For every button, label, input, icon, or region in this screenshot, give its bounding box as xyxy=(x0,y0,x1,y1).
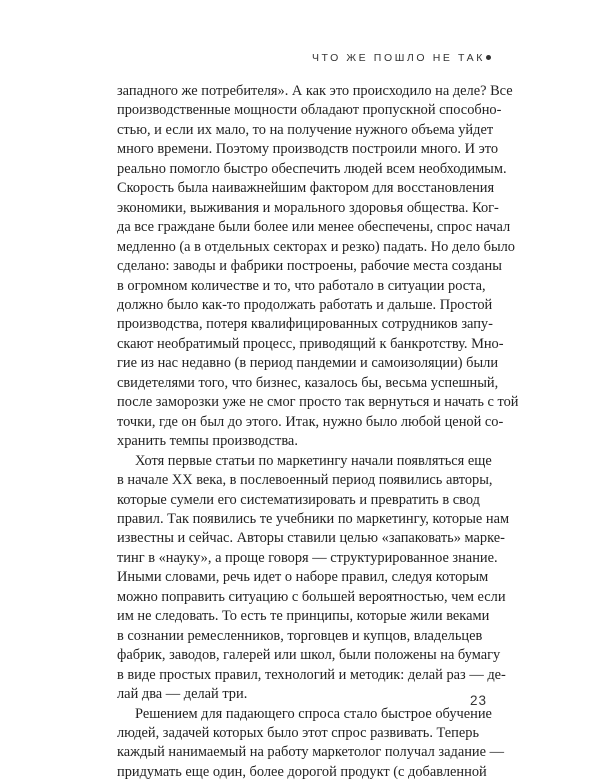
body-text xyxy=(117,82,475,782)
text-line: производственные мощности обладают пропускной способно- xyxy=(117,101,475,120)
text-line: которые сумели его систематизировать и превратить в свод xyxy=(117,491,475,510)
text-line: тинг в «науку», а проще говоря — структурированное знание. xyxy=(117,549,475,568)
running-header xyxy=(312,52,491,64)
text-line: точки, где он был до этого. Итак, нужно было любой ценой со- xyxy=(117,413,475,432)
text-line: известны и сейчас. Авторы ставили целью «запаковать» марке- xyxy=(117,529,475,548)
page-number: 23 xyxy=(470,693,487,708)
text-line: стью, и если их мало, то на получение нужного объема уйдет xyxy=(117,121,475,140)
text-line: в начале XX века, в послевоенный период появились авторы, xyxy=(117,471,475,490)
paragraph-3 xyxy=(117,705,475,782)
bullet-dot-icon xyxy=(486,55,491,60)
text-line: хранить темпы производства. xyxy=(117,432,475,451)
text-line: им не следовать. То есть те принципы, которые жили веками xyxy=(117,607,475,626)
text-line: людей, задачей которых было этот спрос развивать. Теперь xyxy=(117,724,475,743)
text-line: медленно (а в отдельных секторах и резко) падать. Но дело было xyxy=(117,238,475,257)
text-line: западного же потребителя». А как это происходило на деле? Все xyxy=(117,82,475,101)
running-title: ЧТО ЖЕ ПОШЛО НЕ ТАК xyxy=(312,52,485,64)
text-line: в виде простых правил, технологий и методик: делай раз — де- xyxy=(117,666,475,685)
text-line: реально помогло быстро обеспечить людей всем необходимым. xyxy=(117,160,475,179)
text-line: лай два — делай три. xyxy=(117,685,475,704)
text-line: экономики, выживания и морального здоровья общества. Ког- xyxy=(117,199,475,218)
text-line: сделано: заводы и фабрики построены, рабочие места созданы xyxy=(117,257,475,276)
text-line: много времени. Поэтому производств построили много. И это xyxy=(117,140,475,159)
text-line: после заморозки уже не смог просто так вернуться и начать с той xyxy=(117,393,475,412)
text-line: можно поправить ситуацию с большей вероятностью, чем если xyxy=(117,588,475,607)
text-line: скают необратимый процесс, приводящий к банкротству. Мно- xyxy=(117,335,475,354)
text-line: да все граждане были более или менее обеспечены, спрос начал xyxy=(117,218,475,237)
text-line: Решением для падающего спроса стало быстрое обучение xyxy=(117,705,475,724)
text-line: гие из нас недавно (в период пандемии и самоизоляции) были xyxy=(117,354,475,373)
text-line: Хотя первые статьи по маркетингу начали появляться еще xyxy=(117,452,475,471)
text-line: в огромном количестве и то, что работало в ситуации роста, xyxy=(117,277,475,296)
text-line: в сознании ремесленников, торговцев и купцов, владельцев xyxy=(117,627,475,646)
text-line: производства, потеря квалифицированных сотрудников запу- xyxy=(117,315,475,334)
text-line: Скорость была наиважнейшим фактором для восстановления xyxy=(117,179,475,198)
paragraph-2 xyxy=(117,452,475,705)
text-line: придумать еще один, более дорогой продукт (с добавленной xyxy=(117,763,475,782)
text-line: фабрик, заводов, галерей или школ, были положены на бумагу xyxy=(117,646,475,665)
text-line: должно было как-то продолжать работать и дальше. Простой xyxy=(117,296,475,315)
paragraph-1 xyxy=(117,82,475,452)
text-line: свидетелями того, что бизнес, казалось бы, весьма успешный, xyxy=(117,374,475,393)
text-line: каждый нанимаемый на работу маркетолог получал задание — xyxy=(117,743,475,762)
text-line: правил. Так появились те учебники по маркетингу, которые нам xyxy=(117,510,475,529)
text-line: Иными словами, речь идет о наборе правил, следуя которым xyxy=(117,568,475,587)
